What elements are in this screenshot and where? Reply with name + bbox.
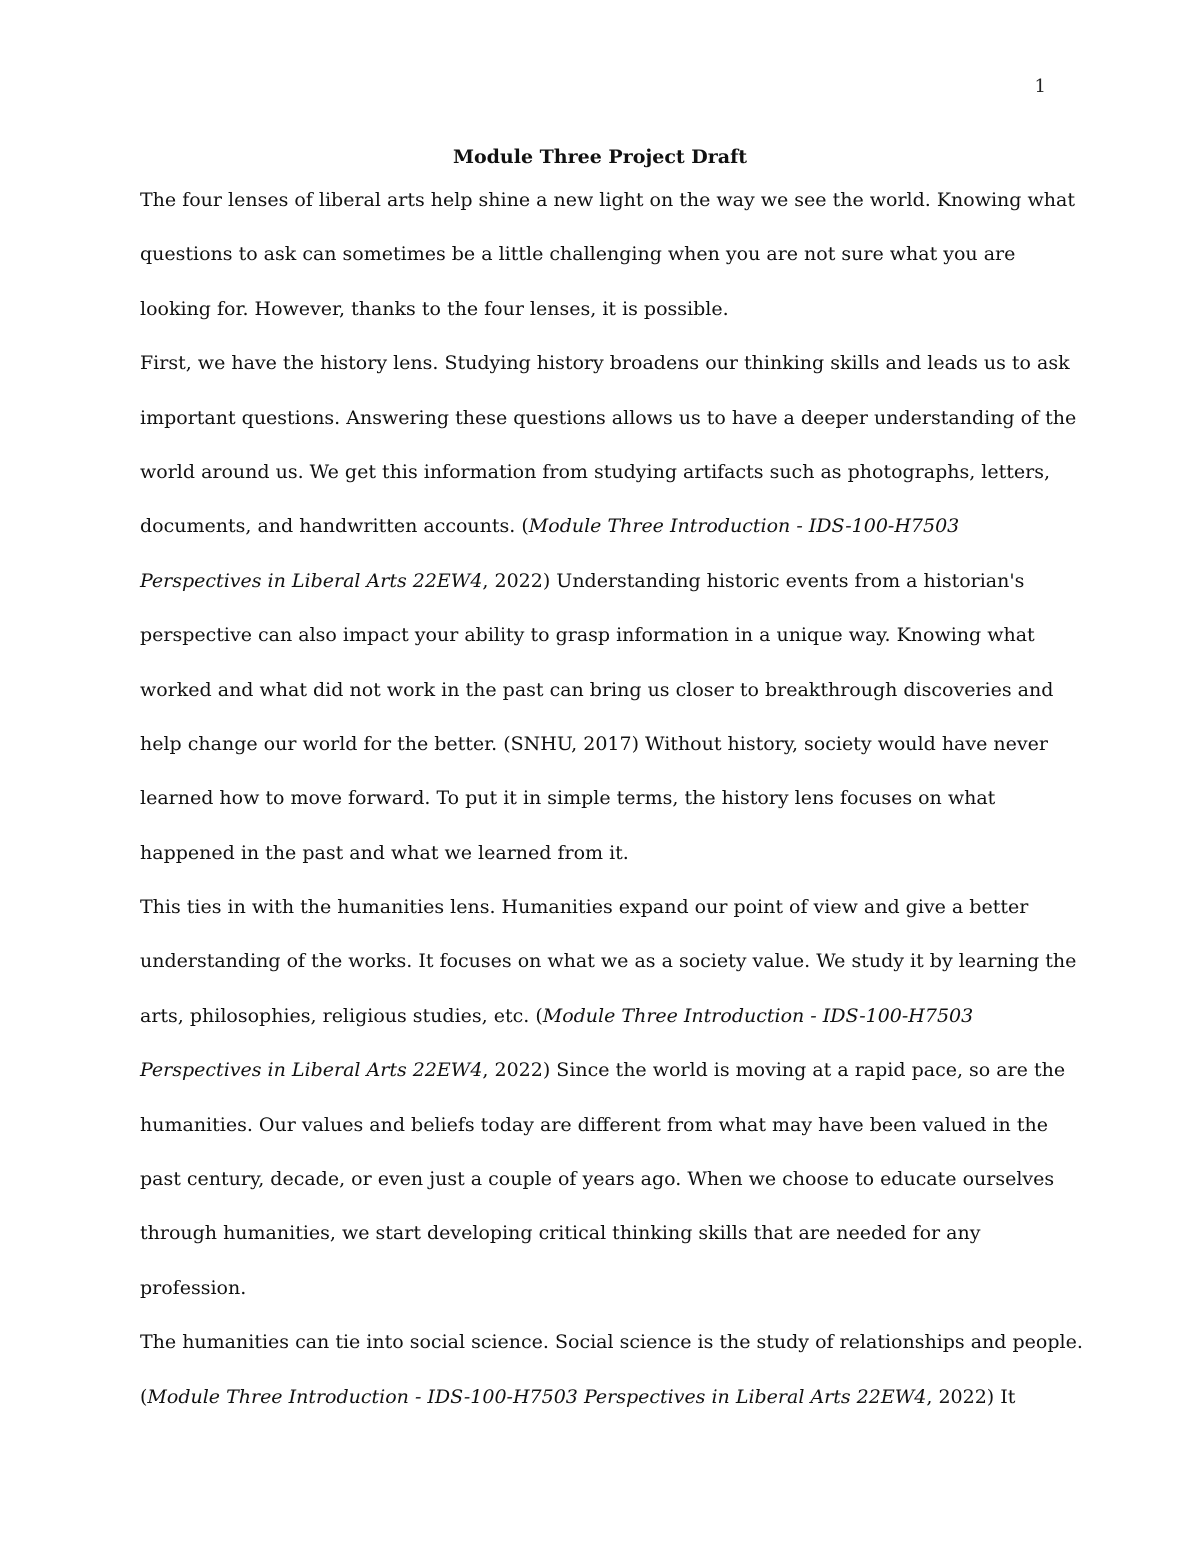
text-run: understanding of the works. It focuses on what we as a society value. We study it by learning the (140, 950, 1077, 973)
text-run: questions to ask can sometimes be a little challenging when you are not sure what you are (140, 243, 1016, 266)
text-line (140, 947, 1080, 1001)
page-number: 1 (1034, 76, 1046, 97)
text-line (140, 1274, 1080, 1328)
text-run: profession. (140, 1276, 247, 1299)
text-line (140, 1219, 1080, 1273)
text-line (140, 730, 1080, 784)
text-run: , 2022) Understanding historic events from a historian's (482, 569, 1025, 592)
text-run: world around us. We get this information from studying artifacts such as photographs, letters, (140, 460, 1051, 483)
text-line (140, 349, 1080, 403)
citation-title: Module Three Introduction - IDS-100-H7503 (528, 515, 960, 538)
text-line (140, 893, 1080, 947)
text-run: The four lenses of liberal arts help shine a new light on the way we see the world. Knowing what (140, 189, 1075, 211)
text-line (140, 240, 1080, 294)
text-run: past century, decade, or even just a couple of years ago. When we choose to educate ourselves (140, 1168, 1055, 1191)
text-run: looking for. However, thanks to the four lenses, it is possible. (140, 297, 729, 320)
text-line (140, 1383, 1080, 1437)
text-line (140, 567, 1080, 621)
text-run: learned how to move forward. To put it in simple terms, the history lens focuses on what (140, 787, 996, 810)
text-line (140, 784, 1080, 838)
text-line (140, 512, 1080, 566)
text-run: important questions. Answering these questions allows us to have a deeper understanding of the (140, 406, 1077, 429)
text-run: help change our world for the better. (SNHU, 2017) Without history, society would have never (140, 732, 1048, 755)
text-line (140, 1002, 1080, 1056)
text-line (140, 839, 1080, 893)
text-run: ( (140, 1385, 148, 1408)
text-line (140, 458, 1080, 512)
text-run: humanities. Our values and beliefs today are different from what may have been valued in the (140, 1113, 1048, 1136)
citation-title: Perspectives in Liberal Arts 22EW4 (140, 1059, 483, 1082)
text-line (140, 676, 1080, 730)
citation-title: Module Three Introduction - IDS-100-H7503 Perspectives in Liberal Arts 22EW4 (147, 1385, 927, 1408)
citation-title: Perspectives in Liberal Arts 22EW4 (140, 569, 483, 592)
text-line (140, 295, 1080, 349)
text-line (140, 404, 1080, 458)
text-run: worked and what did not work in the past can bring us closer to breakthrough discoveries and (140, 678, 1054, 701)
text-run: happened in the past and what we learned from it. (140, 841, 629, 864)
text-run: First, we have the history lens. Studying history broadens our thinking skills and leads us to ask (140, 352, 1070, 375)
text-run: through humanities, we start developing critical thinking skills that are needed for any (140, 1222, 981, 1245)
text-run: The humanities can tie into social science. Social science is the study of relationships and people. (140, 1331, 1083, 1354)
document-body (140, 186, 1083, 1437)
text-run: arts, philosophies, religious studies, etc. ( (140, 1004, 543, 1027)
text-line (140, 186, 1080, 240)
text-run: documents, and handwritten accounts. ( (140, 515, 529, 538)
text-run: , 2022) Since the world is moving at a rapid pace, so are the (482, 1059, 1066, 1082)
text-run: This ties in with the humanities lens. Humanities expand our point of view and give a better (140, 896, 1029, 919)
citation-title: Module Three Introduction - IDS-100-H7503 (542, 1004, 974, 1027)
text-run: perspective can also impact your ability to grasp information in a unique way. Knowing what (140, 624, 1035, 647)
text-line (140, 621, 1080, 675)
document-title: Module Three Project Draft (452, 146, 748, 168)
text-line (140, 1165, 1080, 1219)
text-line (140, 1056, 1080, 1110)
text-line (140, 1111, 1080, 1165)
text-line (140, 1328, 1083, 1382)
text-run: , 2022) It (926, 1385, 1016, 1408)
